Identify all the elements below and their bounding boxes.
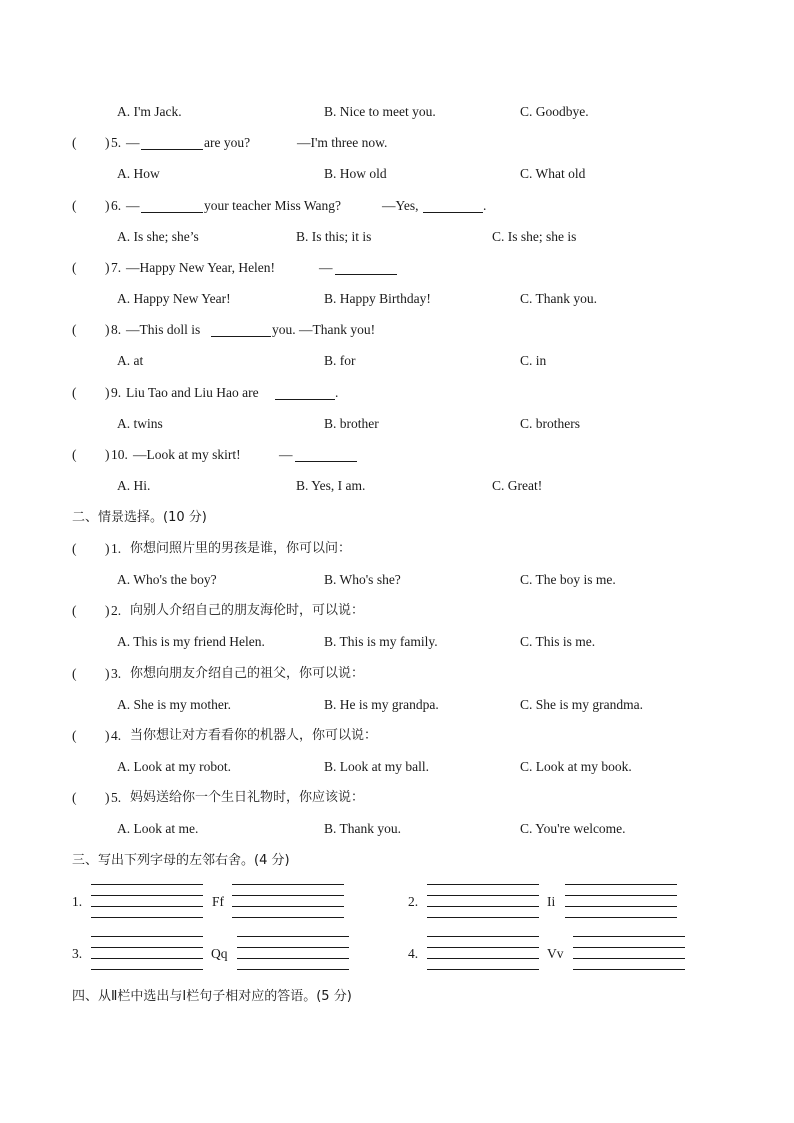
answer-paren-close: ) — [105, 603, 110, 618]
answer-paren-open: ( — [72, 666, 77, 681]
fill-blank[interactable] — [423, 198, 483, 213]
writing-line[interactable] — [427, 936, 539, 937]
question-number: 8. — [111, 322, 122, 337]
question-5 — [0, 133, 794, 153]
option-c: C. What old — [520, 166, 586, 181]
option-b: B. Is this; it is — [296, 229, 372, 244]
option-a: A. Happy New Year! — [117, 291, 231, 306]
writing-line[interactable] — [237, 936, 349, 937]
answer-paren-open: ( — [72, 728, 77, 743]
question-8-options — [0, 351, 794, 371]
option-a: A. twins — [117, 416, 163, 431]
question-9-options — [0, 414, 794, 434]
writing-line[interactable] — [91, 936, 203, 937]
answer-paren-close: ) — [105, 728, 110, 743]
writing-line[interactable] — [565, 884, 677, 885]
option-a: A. Who's the boy? — [117, 572, 217, 587]
answer-paren-open: ( — [72, 541, 77, 556]
writing-line[interactable] — [232, 906, 344, 907]
answer-paren-close: ) — [105, 541, 110, 556]
question-text: 你想问照片里的男孩是谁，你可以问： — [130, 541, 352, 556]
option-c: C. You're welcome. — [520, 821, 626, 836]
option-b: B. How old — [324, 166, 387, 181]
question-number: 4. — [111, 728, 122, 743]
writing-line[interactable] — [91, 884, 203, 885]
question-text-c: —Yes, — [382, 198, 419, 213]
writing-line[interactable] — [427, 906, 539, 907]
letter-label: Ii — [547, 894, 556, 909]
answer-paren-close: ) — [105, 322, 110, 337]
section-2-heading — [0, 508, 794, 528]
option-a: A. She is my mother. — [117, 697, 231, 712]
option-c: C. The boy is me. — [520, 572, 616, 587]
option-b: B. Look at my ball. — [324, 759, 429, 774]
question-number: 3. — [111, 666, 122, 681]
answer-paren-open: ( — [72, 385, 77, 400]
question-text: 向别人介绍自己的朋友海伦时，可以说： — [130, 603, 365, 618]
writing-line[interactable] — [91, 895, 203, 896]
question-text-a: — — [126, 135, 140, 150]
question-7-options — [0, 289, 794, 309]
question-8 — [0, 320, 794, 340]
option-b: B. This is my family. — [324, 634, 438, 649]
option-b: B. for — [324, 353, 356, 368]
answer-paren-open: ( — [72, 790, 77, 805]
writing-line[interactable] — [565, 906, 677, 907]
writing-line[interactable] — [91, 947, 203, 948]
writing-line[interactable] — [91, 906, 203, 907]
answer-paren-open: ( — [72, 322, 77, 337]
section-4-heading — [0, 987, 794, 1007]
question-text-b: — — [279, 447, 293, 462]
item-number: 2. — [408, 894, 419, 909]
option-a: A. Look at me. — [117, 821, 199, 836]
writing-line[interactable] — [573, 936, 685, 937]
answer-paren-open: ( — [72, 198, 77, 213]
situation-4-options — [0, 757, 794, 777]
situation-1 — [0, 539, 794, 559]
question-9 — [0, 383, 794, 403]
situation-1-options — [0, 570, 794, 590]
question-number: 2. — [111, 603, 122, 618]
option-c: C. Look at my book. — [520, 759, 632, 774]
section-3-heading — [0, 851, 794, 871]
writing-line[interactable] — [237, 958, 349, 959]
fill-blank[interactable] — [295, 447, 357, 462]
question-5-options — [0, 164, 794, 184]
answer-paren-close: ) — [105, 385, 110, 400]
question-text-b: your teacher Miss Wang? — [204, 198, 341, 213]
answer-paren-open: ( — [72, 603, 77, 618]
situation-5 — [0, 788, 794, 808]
option-c: C. Is she; she is — [492, 229, 577, 244]
question-text: 当你想让对方看看你的机器人，你可以说： — [130, 728, 378, 743]
fill-blank[interactable] — [141, 135, 203, 150]
option-c: C. She is my grandma. — [520, 697, 643, 712]
letter-label: Vv — [547, 946, 564, 961]
option-c: C. Thank you. — [520, 291, 597, 306]
question-text-b: are you? — [204, 135, 251, 150]
question-text-a: —Happy New Year, Helen! — [126, 260, 276, 275]
question-text-b: you. —Thank you! — [272, 322, 376, 337]
section-heading: 四、从Ⅱ栏中选出与Ⅰ栏句子相对应的答语。(5 分) — [72, 989, 352, 1004]
answer-paren-close: ) — [105, 260, 110, 275]
section-heading: 二、情景选择。(10 分) — [72, 510, 207, 525]
option-c: C. Great! — [492, 478, 543, 493]
option-b: B. Nice to meet you. — [324, 104, 436, 119]
question-10 — [0, 445, 794, 465]
question-number: 5. — [111, 135, 122, 150]
question-number: 10. — [111, 447, 128, 462]
option-a: A. I'm Jack. — [117, 104, 182, 119]
option-b: B. Yes, I am. — [296, 478, 366, 493]
situation-3 — [0, 664, 794, 684]
option-a: A. This is my friend Helen. — [117, 634, 265, 649]
option-a: A. Is she; she’s — [117, 229, 199, 244]
question-text: 妈妈送给你一个生日礼物时，你应该说： — [130, 790, 365, 805]
question-text-b: . — [335, 385, 339, 400]
section-heading: 三、写出下列字母的左邻右舍。(4 分) — [72, 853, 290, 868]
situation-4 — [0, 726, 794, 746]
answer-paren-close: ) — [105, 135, 110, 150]
item-number: 3. — [72, 946, 83, 961]
question-7 — [0, 258, 794, 278]
writing-line[interactable] — [427, 969, 539, 970]
answer-paren-close: ) — [105, 198, 110, 213]
question-text-d: . — [483, 198, 487, 213]
fill-blank[interactable] — [275, 385, 335, 400]
option-b: B. brother — [324, 416, 379, 431]
question-10-options — [0, 476, 794, 496]
question-text-a: Liu Tao and Liu Hao are — [126, 385, 263, 400]
question-text: 你想向朋友介绍自己的祖父，你可以说： — [130, 666, 365, 681]
answer-paren-close: ) — [105, 447, 110, 462]
writing-line[interactable] — [427, 917, 539, 918]
writing-line[interactable] — [573, 947, 685, 948]
writing-line[interactable] — [91, 969, 203, 970]
question-number: 5. — [111, 790, 122, 805]
situation-5-options — [0, 819, 794, 839]
item-number: 1. — [72, 894, 83, 909]
question-number: 7. — [111, 260, 122, 275]
writing-line[interactable] — [237, 947, 349, 948]
writing-line[interactable] — [573, 958, 685, 959]
answer-paren-close: ) — [105, 790, 110, 805]
question-text-c: —I'm three now. — [297, 135, 388, 150]
option-a: A. at — [117, 353, 144, 368]
fill-blank[interactable] — [141, 198, 203, 213]
situation-3-options — [0, 695, 794, 715]
question-6-options — [0, 227, 794, 247]
question-text-a: — — [126, 198, 140, 213]
answer-paren-open: ( — [72, 447, 77, 462]
fill-blank[interactable] — [211, 322, 271, 337]
situation-2-options — [0, 632, 794, 652]
question-number: 6. — [111, 198, 122, 213]
question-number: 9. — [111, 385, 122, 400]
option-b: B. Thank you. — [324, 821, 401, 836]
option-c: C. brothers — [520, 416, 580, 431]
option-c: C. in — [520, 353, 547, 368]
option-b: B. He is my grandpa. — [324, 697, 439, 712]
answer-paren-open: ( — [72, 260, 77, 275]
writing-line[interactable] — [232, 895, 344, 896]
writing-line[interactable] — [232, 917, 344, 918]
question-number: 1. — [111, 541, 122, 556]
writing-line[interactable] — [573, 969, 685, 970]
writing-line[interactable] — [565, 917, 677, 918]
writing-line[interactable] — [427, 884, 539, 885]
option-b: B. Who's she? — [324, 572, 401, 587]
writing-line[interactable] — [427, 958, 539, 959]
q4-options — [0, 102, 794, 122]
option-a: A. Look at my robot. — [117, 759, 231, 774]
fill-blank[interactable] — [335, 260, 397, 275]
writing-line[interactable] — [91, 958, 203, 959]
option-b: B. Happy Birthday! — [324, 291, 431, 306]
writing-line[interactable] — [232, 884, 344, 885]
option-a: A. Hi. — [117, 478, 151, 493]
writing-line[interactable] — [427, 947, 539, 948]
question-6 — [0, 196, 794, 216]
question-text-b: — — [319, 260, 333, 275]
letter-label: Ff — [212, 894, 225, 909]
question-text-a: —This doll is — [126, 322, 204, 337]
item-number: 4. — [408, 946, 419, 961]
letter-label: Qq — [211, 946, 228, 961]
writing-line[interactable] — [237, 969, 349, 970]
writing-line[interactable] — [91, 917, 203, 918]
situation-2 — [0, 601, 794, 621]
answer-paren-open: ( — [72, 135, 77, 150]
writing-line[interactable] — [427, 895, 539, 896]
answer-paren-close: ) — [105, 666, 110, 681]
option-a: A. How — [117, 166, 160, 181]
option-c: C. Goodbye. — [520, 104, 589, 119]
writing-line[interactable] — [565, 895, 677, 896]
option-c: C. This is me. — [520, 634, 596, 649]
question-text-a: —Look at my skirt! — [133, 447, 241, 462]
